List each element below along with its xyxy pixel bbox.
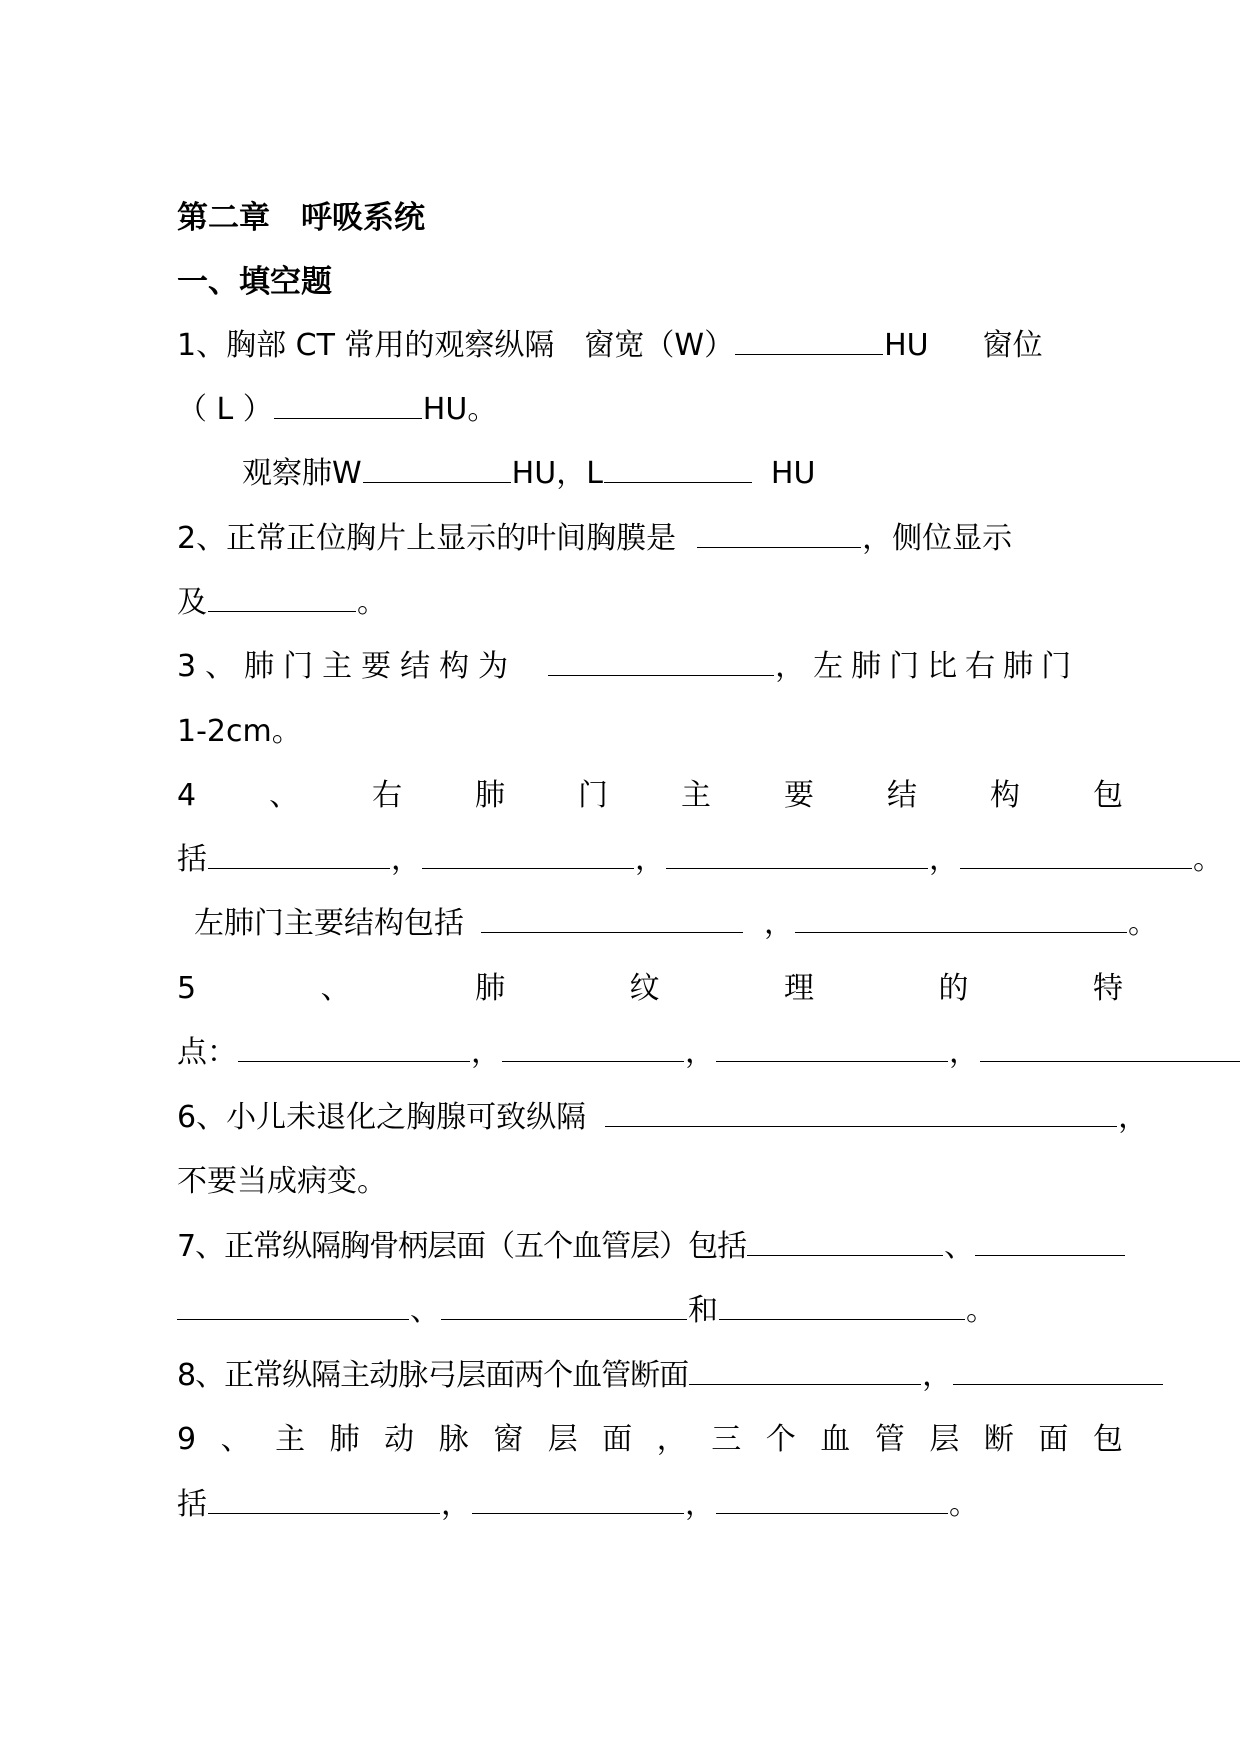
q9-heading-char: 面 [1038, 1422, 1069, 1457]
q4-sep-1: ， [391, 842, 421, 877]
q1-text-d: （ L ） [177, 392, 273, 427]
q9-heading-char: 包 [1092, 1422, 1123, 1457]
q4-sep-3: ， [929, 842, 959, 877]
q1-unit-b: HU [884, 328, 929, 363]
q9-heading-char: 窗 [493, 1422, 524, 1457]
q5-sep-1: ， [471, 1035, 501, 1070]
q4-heading-char: 主 [681, 778, 712, 813]
q8-blank-2[interactable] [953, 1362, 1163, 1385]
q5-blank-4[interactable] [980, 1039, 1240, 1062]
question-6-line-1 [177, 1088, 1241, 1148]
q7-blank-1[interactable] [747, 1233, 943, 1256]
q7-blank-5[interactable] [719, 1297, 965, 1320]
q4-blank-4[interactable] [960, 846, 1192, 869]
q9-heading-char: 肺 [329, 1422, 360, 1457]
question-9-line-2 [177, 1475, 1241, 1535]
question-2-line-2 [177, 573, 1241, 633]
q7-he: 和 [688, 1293, 718, 1328]
q9-blank-1[interactable] [208, 1491, 440, 1514]
q4-left-sep: ， [764, 906, 794, 941]
q4-heading-char: 门 [578, 778, 609, 813]
question-6-line-2 [177, 1152, 1241, 1212]
q4-blank-3[interactable] [666, 846, 928, 869]
q5-heading-char: 5 [177, 971, 197, 1006]
q9-heading-char: 层 [929, 1422, 960, 1457]
q4-heading-char: 、 [269, 778, 300, 813]
q4-heading-char: 构 [989, 778, 1020, 813]
q5-blank-3[interactable] [716, 1039, 948, 1062]
question-7-line-1 [177, 1217, 1241, 1277]
q1-text-h: HU [770, 456, 816, 491]
q3-text-c: 1-2cm。 [177, 714, 302, 749]
q7-blank-4[interactable] [441, 1297, 687, 1320]
q4-blank-1[interactable] [208, 846, 390, 869]
q4-heading-char: 结 [886, 778, 917, 813]
q9-sep-1: ， [441, 1487, 471, 1522]
q9-heading-char: 9 [177, 1422, 197, 1457]
q6-text-b: ， [1118, 1100, 1149, 1135]
q4-heading-char: 右 [372, 778, 403, 813]
q1-text-a: 1、胸部 CT 常用的观察纵隔 窗宽（W） [177, 328, 735, 363]
q6-text-a: 6、小儿未退化之胸腺可致纵隔 [177, 1100, 587, 1135]
q7-text-a: 7、正常纵隔胸骨柄层面（五个血管层）包括 [177, 1229, 747, 1264]
question-1-line-1 [177, 316, 1241, 376]
q2-text-d: 。 [357, 585, 387, 620]
q9-heading-char: 主 [275, 1422, 306, 1457]
q9-blank-3[interactable] [716, 1491, 948, 1514]
q1-blank-lung-level[interactable] [604, 460, 752, 483]
q4-blank-2[interactable] [422, 846, 634, 869]
question-4-line-3 [194, 894, 1241, 954]
q6-text-c: 不要当成病变。 [177, 1164, 387, 1199]
q7-blank-3[interactable] [177, 1297, 409, 1320]
question-5-line-2 [177, 1023, 1241, 1083]
q2-text-a: 2、正常正位胸片上显示的叶间胸膜是 [177, 521, 677, 556]
q4-left-text: 左肺门主要结构包括 [194, 906, 464, 941]
q1-blank-window-width[interactable] [735, 332, 883, 355]
q5-sep-2: ， [685, 1035, 715, 1070]
question-5-line-1 [177, 959, 1241, 1019]
q9-text-a: 括 [177, 1487, 207, 1522]
q1-text-e: HU。 [422, 392, 498, 427]
question-9-line-1 [177, 1410, 1241, 1470]
q9-heading-char: 、 [220, 1422, 251, 1457]
q1-text-f: 观察肺W [242, 456, 362, 491]
q4-sep-2: ， [635, 842, 665, 877]
q9-blank-2[interactable] [472, 1491, 684, 1514]
q5-heading-char: 肺 [475, 971, 506, 1006]
question-3-line-2 [177, 702, 1241, 762]
q9-heading-char: ， [656, 1422, 687, 1457]
question-4-line-2 [177, 830, 1241, 890]
q4-heading-char: 肺 [475, 778, 506, 813]
question-2-line-1 [177, 509, 1241, 569]
q5-blank-1[interactable] [238, 1039, 470, 1062]
question-1-line-2 [177, 380, 1241, 440]
q7-blank-2[interactable] [975, 1233, 1125, 1256]
q9-heading-row [177, 1410, 1123, 1470]
q9-heading-char: 血 [820, 1422, 851, 1457]
q4-left-blank-1[interactable] [481, 910, 743, 933]
q8-text-a: 8、正常纵隔主动脉弓层面两个血管断面 [177, 1358, 689, 1393]
q4-text-a: 括 [177, 842, 207, 877]
q1-blank-window-level[interactable] [274, 396, 422, 419]
q5-blank-2[interactable] [502, 1039, 684, 1062]
q9-heading-char: 脉 [438, 1422, 469, 1457]
q6-blank-1[interactable] [605, 1104, 1117, 1127]
q2-text-b: ，侧位显示 [862, 521, 1013, 556]
q4-heading-char: 包 [1092, 778, 1123, 813]
q8-sep: ， [922, 1358, 953, 1393]
q3-text-b: ，左肺门比右肺门 [775, 649, 1080, 684]
q2-text-c: 及 [177, 585, 207, 620]
question-4-line-1 [177, 766, 1241, 826]
question-3-line-1 [177, 637, 1241, 697]
q1-text-c: 窗位 [982, 328, 1043, 363]
q3-blank-1[interactable] [548, 653, 774, 676]
q9-heading-char: 三 [711, 1422, 742, 1457]
q5-heading-row [177, 959, 1123, 1019]
section-title: 一、填空题 [177, 264, 332, 300]
q5-sep-3: ， [949, 1035, 979, 1070]
q2-blank-2[interactable] [208, 589, 356, 612]
question-1-line-3 [242, 444, 1241, 504]
q5-heading-char: 、 [320, 971, 351, 1006]
q7-dun-1: 、 [944, 1229, 975, 1264]
q4-end: 。 [1193, 842, 1223, 877]
q4-left-end: 。 [1128, 906, 1158, 941]
q9-heading-char: 管 [874, 1422, 905, 1457]
q9-end: 。 [949, 1487, 979, 1522]
q5-text-a: 点： [177, 1035, 237, 1070]
q7-dun-2: 、 [410, 1293, 440, 1328]
q5-heading-char: 特 [1093, 971, 1123, 1006]
q3-text-a: 3、肺门主要结构为 [177, 649, 518, 684]
q7-end: 。 [966, 1293, 996, 1328]
q5-heading-char: 的 [938, 971, 969, 1006]
question-8-line-1 [177, 1346, 1241, 1406]
q2-blank-1[interactable] [697, 525, 861, 548]
q1-text-g: HU，L [511, 456, 603, 491]
q4-heading-row [177, 766, 1123, 826]
q9-heading-char: 面 [602, 1422, 633, 1457]
q9-heading-char: 断 [983, 1422, 1014, 1457]
chapter-title: 第二章 呼吸系统 [177, 200, 425, 236]
q4-heading-char: 要 [784, 778, 814, 813]
q9-heading-char: 层 [547, 1422, 578, 1457]
q1-blank-lung-width[interactable] [363, 460, 511, 483]
q8-blank-1[interactable] [689, 1362, 921, 1385]
q9-heading-char: 个 [765, 1422, 796, 1457]
q4-left-blank-2[interactable] [795, 910, 1127, 933]
q5-heading-char: 理 [784, 971, 815, 1006]
question-7-line-2 [177, 1281, 1241, 1341]
q9-sep-2: ， [685, 1487, 715, 1522]
q9-heading-char: 动 [384, 1422, 415, 1457]
q5-heading-char: 纹 [629, 971, 660, 1006]
q4-heading-char: 4 [177, 778, 197, 813]
